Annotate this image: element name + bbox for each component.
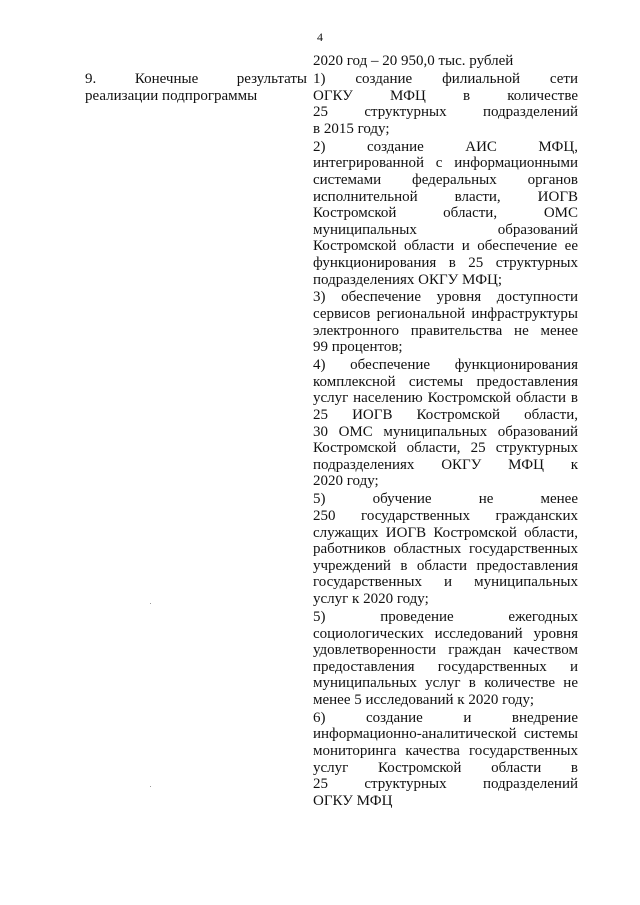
result-line: Костромской области и обеспечение ее — [313, 238, 578, 255]
result-line: 1) создание филиальной сети — [313, 70, 578, 87]
result-item — [313, 710, 578, 810]
result-line: удовлетворенности граждан качеством — [313, 642, 578, 659]
row-title-line-2: реализации подпрограммы — [85, 88, 258, 104]
row-title-part-1: Конечные результаты — [134, 71, 307, 87]
result-item — [313, 609, 578, 709]
funding-line: 2020 год – 20 950,0 тыс. рублей — [313, 53, 514, 69]
result-line: исполнительной власти, ИОГВ — [313, 188, 578, 205]
result-line: 4) обеспечение функционирования — [313, 357, 578, 374]
result-line: муниципальных образований — [313, 221, 578, 238]
result-line: услуг Костромской области в — [313, 759, 578, 776]
result-line: 2) создание АИС МФЦ, — [313, 138, 578, 155]
row-title-line-1 — [85, 71, 307, 88]
row-label — [85, 71, 307, 105]
result-line: 250 государственных гражданских — [313, 507, 578, 524]
result-line: услуг населению Костромской области в — [313, 390, 578, 407]
result-line: муниципальных услуг в количестве не — [313, 675, 578, 692]
result-line: 25 структурных подразделений — [313, 104, 578, 121]
result-line: социологических исследований уровня — [313, 625, 578, 642]
result-line: 3) обеспечение уровня доступности — [313, 289, 578, 306]
result-line: 5) проведение ежегодных — [313, 608, 578, 625]
result-line: комплексной системы предоставления — [313, 373, 578, 390]
scan-speck — [150, 603, 151, 604]
result-line: в 2015 году; — [313, 120, 390, 137]
result-line: интегрированной с информационными — [313, 155, 578, 172]
result-line: 5) обучение не менее — [313, 491, 578, 508]
result-line: Костромской области, ОМС — [313, 205, 578, 222]
scan-speck — [150, 786, 151, 787]
result-line: менее 5 исследований к 2020 году; — [313, 691, 535, 708]
result-line: функционирования в 25 структурных — [313, 254, 578, 271]
result-line: государственных и муниципальных — [313, 574, 578, 591]
result-line: учреждений в области предоставления — [313, 557, 578, 574]
result-line: сервисов региональной инфраструктуры — [313, 306, 578, 323]
result-item — [313, 357, 578, 490]
result-line: 30 ОМС муниципальных образований — [313, 423, 578, 440]
result-line: подразделениях ОКГУ МФЦ; — [313, 271, 503, 288]
result-item — [313, 71, 578, 137]
result-line: 25 ИОГВ Костромской области, — [313, 407, 578, 424]
result-line: служащих ИОГВ Костромской области, — [313, 524, 578, 541]
results-cell — [313, 53, 578, 811]
result-line: подразделениях ОКГУ МФЦ к — [313, 456, 578, 473]
result-item — [313, 491, 578, 607]
result-line: информационно-аналитической системы — [313, 726, 578, 743]
result-line: 25 структурных подразделений — [313, 776, 578, 793]
result-line: 6) создание и внедрение — [313, 709, 578, 726]
result-line: Костромской области, 25 структурных — [313, 440, 578, 457]
page-number: 4 — [317, 30, 323, 44]
result-line: 2020 году; — [313, 473, 379, 490]
result-line: предоставления государственных и — [313, 658, 578, 675]
result-item — [313, 139, 578, 288]
result-line: электронного правительства не менее — [313, 322, 578, 339]
result-line: услуг к 2020 году; — [313, 590, 429, 607]
result-item — [313, 289, 578, 355]
row-number: 9. — [85, 71, 97, 87]
result-line: ОГКУ МФЦ — [313, 792, 393, 809]
result-line: 99 процентов; — [313, 339, 403, 356]
result-line: мониторинга качества государственных — [313, 743, 578, 760]
result-line: работников областных государственных — [313, 541, 578, 558]
result-line: системами федеральных органов — [313, 171, 578, 188]
result-line: ОГКУ МФЦ в количестве — [313, 87, 578, 104]
